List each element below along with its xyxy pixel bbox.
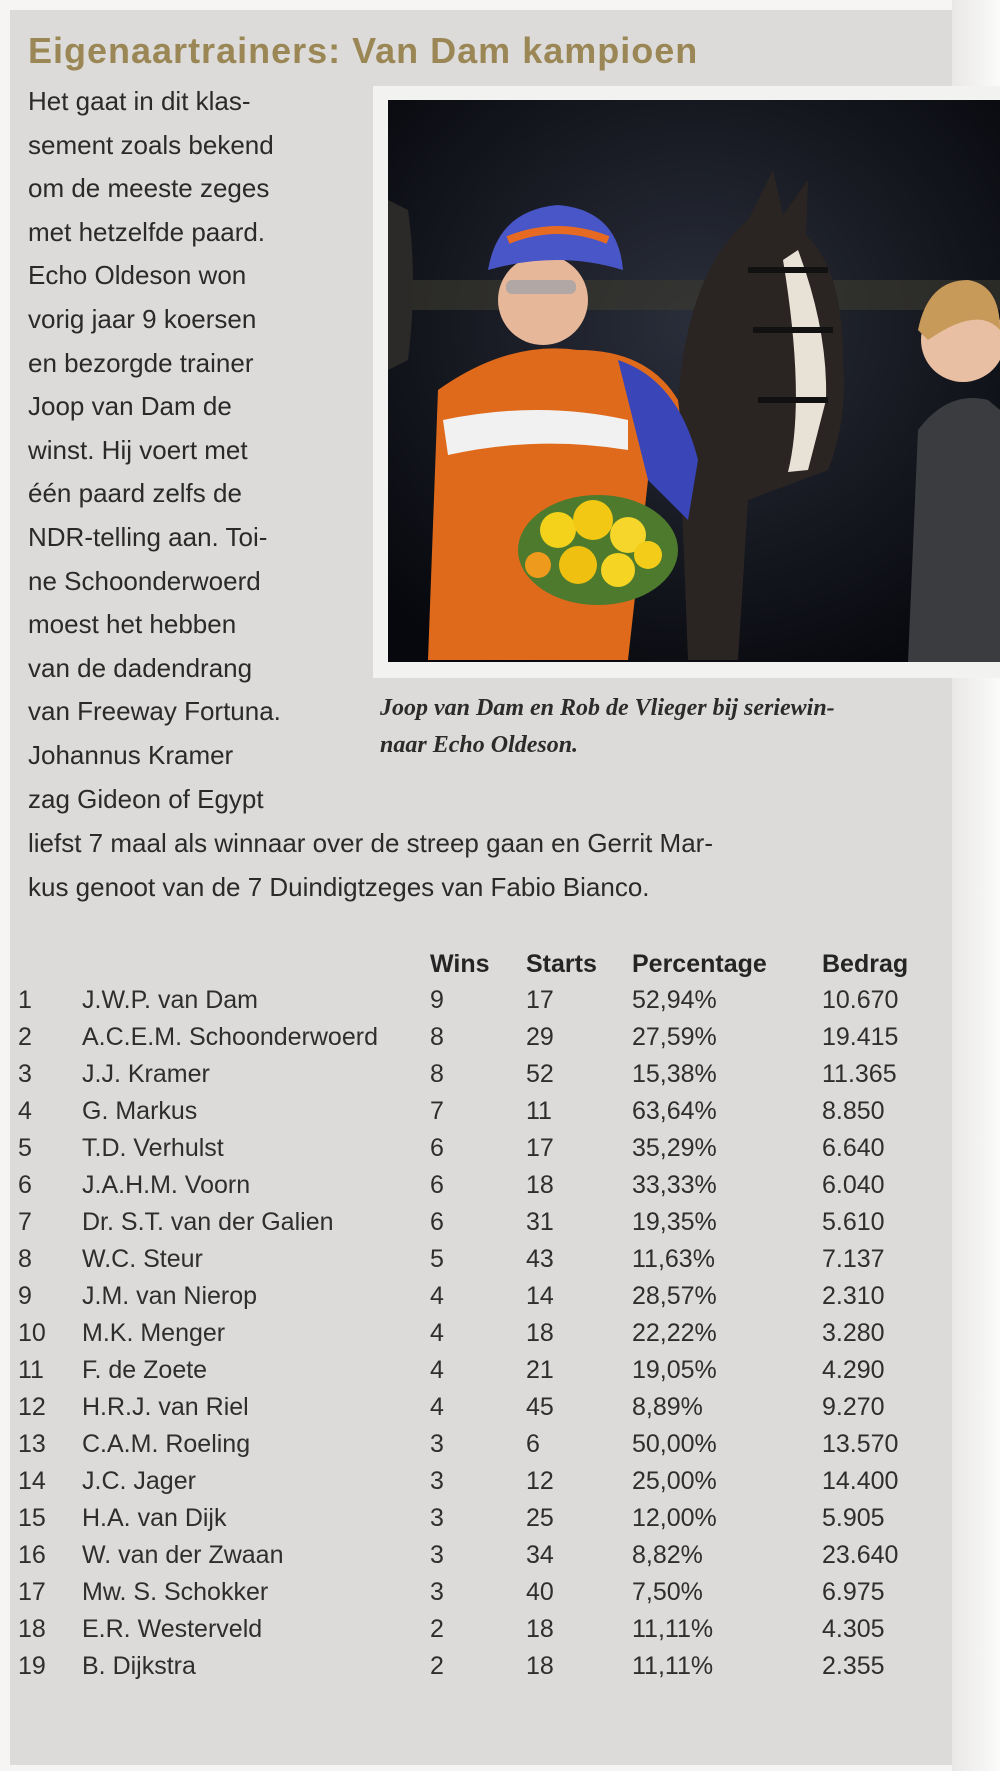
table-row [18,1463,922,1500]
table-row [18,1500,922,1537]
intro-continuation [28,822,908,909]
intro-text [28,80,348,821]
cell-amount: 23.640 [822,1541,899,1569]
header-percentage: Percentage [632,949,767,978]
table-row [18,1611,922,1648]
cell-name: Mw. S. Schokker [82,1578,269,1606]
cell-starts: 11 [526,1097,552,1125]
cell-amount: 9.270 [822,1393,885,1421]
cell-percentage: 22,22% [632,1319,717,1347]
cell-starts: 18 [526,1319,554,1347]
intro-line: kus genoot van de 7 Duindigtzeges van Fabio Bianco. [28,871,650,902]
cell-amount: 2.310 [822,1282,885,1310]
table-row [18,1315,922,1352]
cell-percentage: 11,11% [632,1652,714,1680]
table-row [18,982,922,1019]
cell-percentage: 12,00% [632,1504,717,1532]
cell-rank: 15 [18,1504,46,1532]
cell-starts: 18 [526,1652,554,1680]
table-row [18,1093,922,1130]
intro-line: Echo Oldeson won [28,260,247,291]
cell-amount: 19.415 [822,1023,899,1051]
table-row [18,1426,922,1463]
intro-line: zag Gideon of Egypt [28,783,264,814]
caption-line: naar Echo Oldeson. [380,732,579,758]
cell-rank: 5 [18,1134,32,1162]
cell-name: J.J. Kramer [82,1060,210,1088]
table-row [18,1056,922,1093]
cell-name: M.K. Menger [82,1319,226,1347]
header-wins: Wins [430,949,490,978]
cell-name: T.D. Verhulst [82,1134,224,1162]
cell-amount: 8.850 [822,1097,885,1125]
cell-amount: 6.640 [822,1134,885,1162]
intro-line: Johannus Kramer [28,739,234,770]
cell-amount: 4.305 [822,1615,885,1643]
table-row [18,1019,922,1056]
table-row [18,1167,922,1204]
cell-starts: 18 [526,1171,554,1199]
cell-amount: 6.040 [822,1171,885,1199]
cell-name: W.C. Steur [82,1245,203,1273]
table-row [18,1352,922,1389]
intro-line: Joop van Dam de [28,391,232,422]
cell-wins: 6 [430,1171,444,1199]
cell-rank: 7 [18,1208,32,1236]
cell-amount: 13.570 [822,1430,899,1458]
cell-name: W. van der Zwaan [82,1541,284,1569]
cell-name: H.R.J. van Riel [82,1393,249,1421]
cell-starts: 21 [526,1356,554,1384]
cell-name: G. Markus [82,1097,198,1125]
cell-name: Dr. S.T. van der Galien [82,1208,334,1236]
cell-wins: 2 [430,1652,444,1680]
cell-percentage: 28,57% [632,1282,717,1310]
cell-starts: 17 [526,986,554,1014]
cell-percentage: 19,05% [632,1356,717,1384]
cell-starts: 6 [526,1430,540,1458]
cell-name: J.A.H.M. Voorn [82,1171,251,1199]
cell-starts: 34 [526,1541,554,1569]
article-title: Eigenaartrainers: Van Dam kampioen [28,30,699,71]
table-row [18,1537,922,1574]
cell-wins: 6 [430,1208,444,1236]
cell-starts: 31 [526,1208,554,1236]
table-row [18,1130,922,1167]
cell-wins: 3 [430,1467,444,1495]
cell-starts: 45 [526,1393,554,1421]
cell-name: F. de Zoete [82,1356,208,1384]
intro-line: vorig jaar 9 koersen [28,303,257,334]
intro-line: met hetzelfde paard. [28,216,266,247]
cell-rank: 12 [18,1393,46,1421]
cell-name: J.M. van Nierop [82,1282,258,1310]
cell-wins: 2 [430,1615,444,1643]
cell-name: J.W.P. van Dam [82,986,258,1014]
cell-rank: 16 [18,1541,46,1569]
cell-name: H.A. van Dijk [82,1504,227,1532]
intro-line: moest het hebben [28,609,237,640]
table-row [18,1278,922,1315]
intro-line: ne Schoonderwoerd [28,565,261,596]
intro-line: van Freeway Fortuna. [28,696,281,727]
cell-rank: 14 [18,1467,46,1495]
cell-percentage: 7,50% [632,1578,703,1606]
table-row [18,1389,922,1426]
cell-wins: 7 [430,1097,444,1125]
cell-wins: 4 [430,1282,444,1310]
cell-rank: 10 [18,1319,46,1347]
caption-line: Joop van Dam en Rob de Vlieger bij seriewin- [380,695,835,721]
cell-amount: 14.400 [822,1467,899,1495]
header-name [82,946,430,982]
cell-wins: 4 [430,1319,444,1347]
table-body [18,982,922,1685]
cell-percentage: 35,29% [632,1134,717,1162]
cell-rank: 19 [18,1652,46,1680]
header-amount: Bedrag [822,949,909,978]
cell-starts: 40 [526,1578,554,1606]
cell-rank: 1 [18,986,32,1014]
cell-amount: 6.975 [822,1578,885,1606]
standings-table [18,946,922,1685]
cell-rank: 4 [18,1097,32,1125]
cell-wins: 3 [430,1504,444,1532]
cell-percentage: 25,00% [632,1467,717,1495]
cell-wins: 9 [430,986,444,1014]
cell-amount: 4.290 [822,1356,885,1384]
cell-rank: 2 [18,1023,32,1051]
cell-amount: 5.610 [822,1208,885,1236]
cell-rank: 18 [18,1615,46,1643]
cell-percentage: 33,33% [632,1171,717,1199]
intro-line: liefst 7 maal als winnaar over de streep gaan en Gerrit Mar- [28,828,713,858]
cell-percentage: 11,11% [632,1615,714,1643]
cell-amount: 5.905 [822,1504,885,1532]
cell-percentage: 63,64% [632,1097,717,1125]
cell-wins: 3 [430,1430,444,1458]
cell-starts: 14 [526,1282,554,1310]
cell-wins: 6 [430,1134,444,1162]
cell-wins: 5 [430,1245,444,1273]
cell-name: B. Dijkstra [82,1652,196,1680]
table-row [18,1204,922,1241]
table-row [18,1241,922,1278]
cell-wins: 8 [430,1023,444,1051]
cell-name: C.A.M. Roeling [82,1430,251,1458]
intro-line: en bezorgde trainer [28,347,254,378]
cell-percentage: 27,59% [632,1023,717,1051]
cell-percentage: 50,00% [632,1430,717,1458]
cell-amount: 10.670 [822,986,899,1014]
intro-line: één paard zelfs de [28,478,242,509]
cell-amount: 7.137 [822,1245,885,1273]
intro-line: winst. Hij voert met [28,434,248,465]
cell-rank: 8 [18,1245,32,1273]
cell-starts: 43 [526,1245,554,1273]
cell-rank: 13 [18,1430,46,1458]
cell-percentage: 52,94% [632,986,717,1014]
cell-wins: 4 [430,1356,444,1384]
cell-wins: 3 [430,1578,444,1606]
cell-wins: 3 [430,1541,444,1569]
intro-line: sement zoals bekend [28,129,274,160]
cell-percentage: 8,89% [632,1393,703,1421]
table-header-row [18,946,922,982]
cell-amount: 2.355 [822,1652,885,1680]
cell-amount: 3.280 [822,1319,885,1347]
cell-percentage: 19,35% [632,1208,717,1236]
intro-line: NDR-telling aan. Toi- [28,521,268,552]
cell-starts: 17 [526,1134,554,1162]
cell-rank: 3 [18,1060,32,1088]
header-starts: Starts [526,949,597,978]
cell-rank: 17 [18,1578,46,1606]
cell-rank: 11 [18,1356,44,1384]
cell-starts: 52 [526,1060,554,1088]
intro-line: van de dadendrang [28,652,253,683]
cell-name: A.C.E.M. Schoonderwoerd [82,1023,378,1051]
photo-jockey-horse [388,100,1000,662]
header-rank [18,946,82,982]
photo-caption [380,690,940,764]
cell-wins: 8 [430,1060,444,1088]
cell-rank: 6 [18,1171,32,1199]
cell-starts: 12 [526,1467,554,1495]
cell-percentage: 11,63% [632,1245,715,1273]
cell-amount: 11.365 [822,1060,897,1088]
cell-percentage: 15,38% [632,1060,717,1088]
table-row [18,1574,922,1611]
cell-name: J.C. Jager [82,1467,196,1495]
cell-rank: 9 [18,1282,32,1310]
intro-line: om de meeste zeges [28,173,270,204]
cell-starts: 25 [526,1504,554,1532]
intro-line: Het gaat in dit klas- [28,86,251,116]
cell-starts: 18 [526,1615,554,1643]
table-row [18,1648,922,1685]
cell-percentage: 8,82% [632,1541,703,1569]
cell-name: E.R. Westerveld [82,1615,263,1643]
cell-wins: 4 [430,1393,444,1421]
cell-starts: 29 [526,1023,554,1051]
